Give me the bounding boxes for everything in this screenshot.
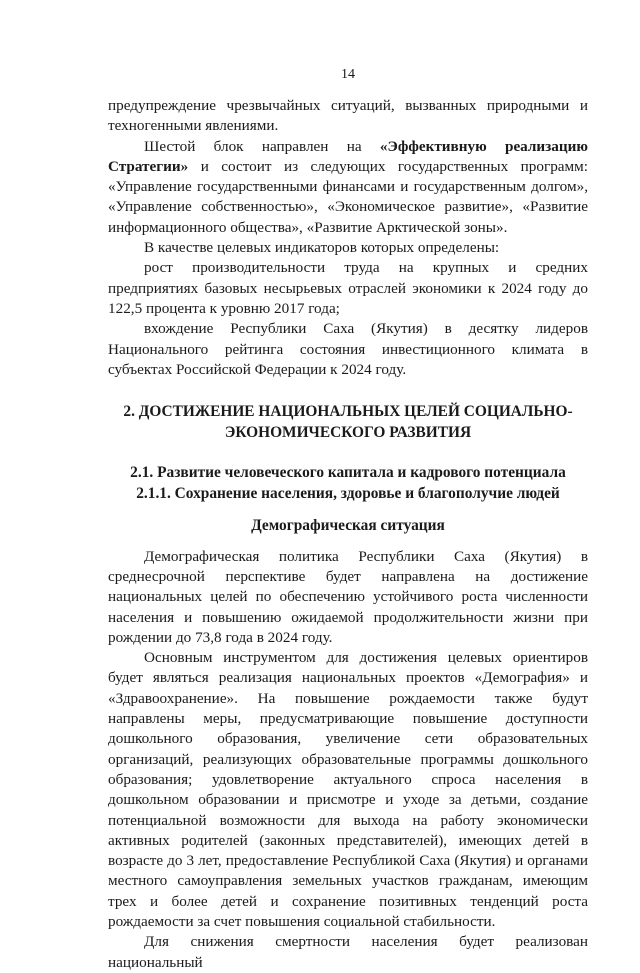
paragraph-labor-productivity: рост производительности труда на крупных и средних предприятиях базовых несырьевых отраслей экономики к 2024 году до 122,5 процента к уровню 2017 года; <box>108 259 588 317</box>
paragraph-target-indicators-intro: В качестве целевых индикаторов которых определены: <box>144 239 500 257</box>
block-six-strategy-title: «Эффективную реализацию Стратегии» <box>108 137 588 175</box>
subsection-heading-human-capital: 2.1. Развитие человеческого капитала и кадрового потенциала <box>130 464 566 482</box>
paragraph-emergency-continuation: предупреждение чрезвычайных ситуаций, вызванных природными и техногенными явлениями. <box>108 97 588 135</box>
block-six-suffix: и состоит из следующих государственных программ: «Управление государственными финансами и государственным долгом», «Управление собственностью», «Экономическое развитие», «Развитие информационного общества», «Развитие Арктической зоны». <box>108 157 588 236</box>
section-heading: 2. ДОСТИЖЕНИЕ НАЦИОНАЛЬНЫХ ЦЕЛЕЙ СОЦИАЛЬНО-ЭКОНОМИЧЕСКОГО РАЗВИТИЯ <box>123 403 573 441</box>
subsection-heading-population-health: 2.1.1. Сохранение населения, здоровье и благополучие людей <box>136 484 560 502</box>
topic-heading-demography: Демографическая ситуация <box>251 517 445 535</box>
paragraph-investment-rating: вхождение Республики Саха (Якутия) в десятку лидеров Национального рейтинга состояния инвестиционного климата в субъектах Российской Федерации к 2024 году. <box>108 320 588 378</box>
paragraph-demographic-policy: Демографическая политика Республики Саха (Якутия) в среднесрочной перспективе будет направлена на достижение национальных целей по обеспечению устойчивого роста численности населения и повышению ожидаемой продолжительности жизни при рождении до 73,8 года в 2024 году. <box>108 547 588 646</box>
page-number: 14 <box>341 67 355 82</box>
paragraph-main-instrument: Основным инструментом для достижения целевых ориентиров будет являться реализация национальных проектов «Демография» и «Здравоохранение». На повышение рождаемости также будут направлены меры, предусматривающие повышение доступности дошкольного образования, увеличение сети образовательных организаций, реализующих образовательные программы дошкольного образования; удовлетворение актуального спроса населения в дошкольном образовании и присмотре и уходе за детьми, создание потенциальной возможности для выхода на работу экономически активных родителей (законных представителей), имеющих детей в возрасте до 3 лет, предоставление Республикой Саха (Якутия) и органами местного самоуправления земельных участков гражданам, имеющим трех и более детей и сохранение позитивных тенденций роста рождаемости за счет повышения социальной стабильности. <box>108 649 588 930</box>
paragraph-mortality-reduction: Для снижения смертности населения будет реализован национальный <box>108 933 588 971</box>
paragraph-block-six <box>108 137 588 238</box>
block-six-prefix: Шестой блок направлен на <box>144 137 380 155</box>
